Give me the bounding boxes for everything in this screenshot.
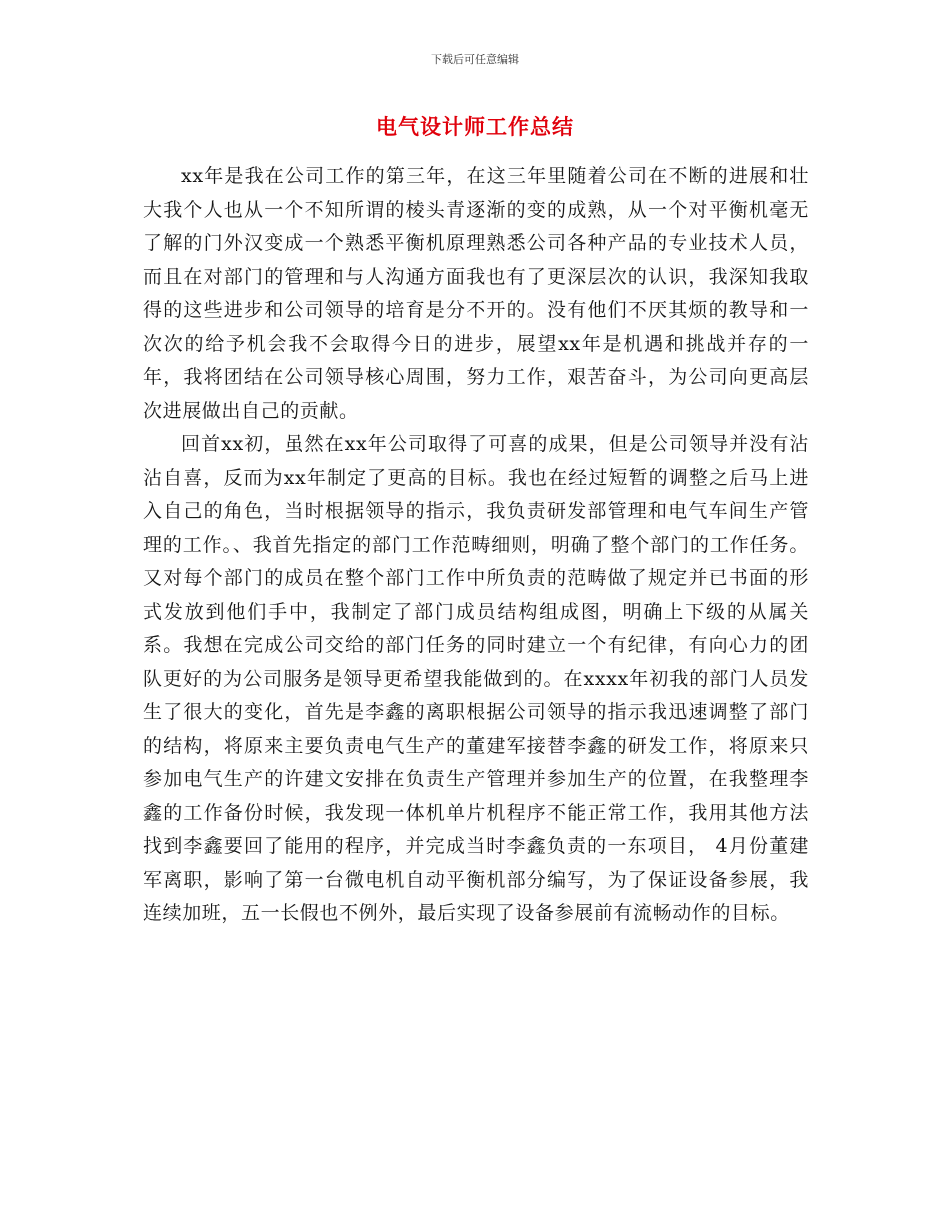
document-body xyxy=(143,160,809,931)
document-title: 电气设计师工作总结 xyxy=(376,115,574,139)
header-note: 下载后可任意编辑 xyxy=(431,53,519,66)
paragraph-2: 回首xx初，虽然在xx年公司取得了可喜的成果，但是公司领导并没有沾沾自喜，反而为xx年制定了更高的目标。我也在经过短暂的调整之后马上进入自己的角色，当时根据领导的指示，我负责研发部管理和电气车间生产管理的工作。、我首先指定的部门工作范畴细则，明确了整个部门的工作任务。又对每个部门的成员在整个部门工作中所负责的范畴做了规定并已书面的形式发放到他们手中，我制定了部门成员结构组成图，明确上下级的从属关系。我想在完成公司交给的部门任务的同时建立一个有纪律，有向心力的团队更好的为公司服务是领导更希望我能做到的。在xxxx年初我的部门人员发生了很大的变化，首先是李鑫的离职根据公司领导的指示我迅速调整了部门的结构，将原来主要负责电气生产的董建军接替李鑫的研发工作，将原来只参加电气生产的许建文安排在负责生产管理并参加生产的位置，在我整理李鑫的工作备份时候，我发现一体机单片机程序不能正常工作，我用其他方法找到李鑫要回了能用的程序，并完成当时李鑫负责的一东项目， 4月份董建军离职，影响了第一台微电机自动平衡机部分编写，为了保证设备参展，我连续加班，五一长假也不例外，最后实现了设备参展前有流畅动作的目标。 xyxy=(143,433,809,924)
paragraph-1: xx年是我在公司工作的第三年，在这三年里随着公司在不断的进展和壮大我个人也从一个不知所谓的棱头青逐渐的变的成熟，从一个对平衡机毫无了解的门外汉变成一个熟悉平衡机原理熟悉公司各种产品的专业技术人员，而且在对部门的管理和与人沟通方面我也有了更深层次的认识，我深知我取得的这些进步和公司领导的培育是分不开的。没有他们不厌其烦的教导和一次次的给予机会我不会取得今日的进步，展望xx年是机遇和挑战并存的一年，我将团结在公司领导核心周围，努力工作，艰苦奋斗，为公司向更高层次进展做出自己的贡献。 xyxy=(143,165,809,422)
